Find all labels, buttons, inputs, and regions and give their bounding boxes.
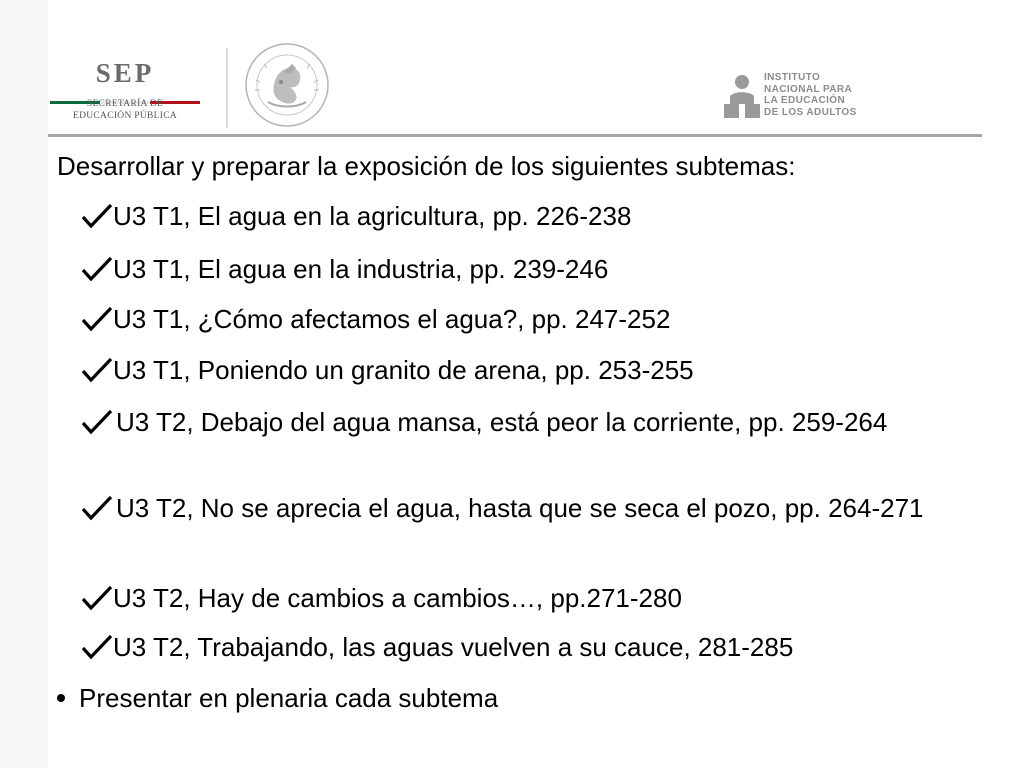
checklist-item-text: U3 T1, ¿Cómo afectamos el agua?, pp. 247-252 (113, 304, 671, 334)
checkmark-icon (80, 254, 114, 284)
sep-logo-title: SEP (95, 58, 155, 88)
inea-logo-line1: INSTITUTO (764, 72, 821, 83)
checkmark-icon (80, 632, 114, 662)
sep-logo-subtitle-line1: SECRETARÍA DE (86, 99, 164, 109)
checklist-item-text: U3 T2, No se aprecia el agua, hasta que se seca el pozo, pp. 264-271 (116, 493, 924, 523)
checkmark-icon (80, 304, 114, 334)
checkmark-icon (80, 493, 114, 523)
inea-logo-line3: LA EDUCACIÓN (764, 95, 846, 106)
checklist-item-text: U3 T1, Poniendo un granito de arena, pp. 253-255 (113, 355, 694, 385)
bullet-dot-icon (57, 694, 65, 702)
checklist-item-text: U3 T1, El agua en la industria, pp. 239-246 (113, 254, 609, 284)
bullet-item (57, 682, 498, 714)
inea-logo-line4: DE LOS ADULTOS (764, 106, 857, 118)
checkmark-icon (80, 201, 114, 231)
checkmark-icon (80, 407, 114, 437)
checklist-item-text: U3 T2, Debajo del agua mansa, está peor la corriente, pp. 259-264 (116, 407, 888, 437)
checklist-item-text: U3 T2, Hay de cambios a cambios…, pp.271-280 (113, 583, 682, 613)
bullet-item-text: Presentar en plenaria cada subtema (79, 683, 499, 713)
checklist-item-text: U3 T1, El agua en la agricultura, pp. 226-238 (113, 201, 632, 231)
checkmark-icon (80, 355, 114, 385)
checklist-item-text: U3 T2, Trabajando, las aguas vuelven a su cauce, 281-285 (113, 632, 794, 662)
sep-logo-subtitle-line2: EDUCACIÓN PÚBLICA (72, 111, 178, 121)
intro-text: Desarrollar y preparar la exposición de los siguientes subtemas: (57, 151, 796, 181)
inea-logo-line2: NACIONAL PARA (764, 83, 853, 95)
checkmark-icon (80, 583, 114, 613)
